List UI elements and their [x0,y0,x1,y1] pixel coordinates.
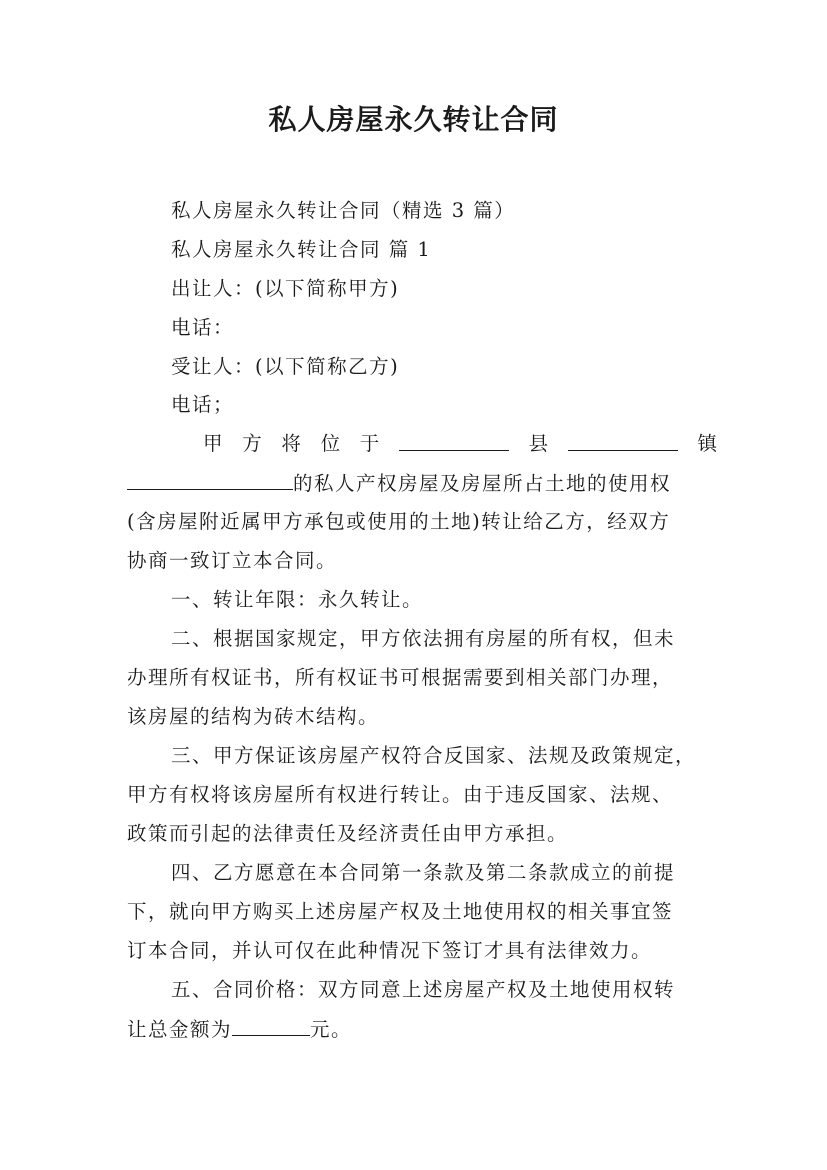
body-line: 该房屋的结构为砖木结构。 [127,705,380,728]
text-segment: 让总金额为 [127,1018,233,1041]
document-title: 私人房屋永久转让合同 [268,103,559,136]
body-line: (含房屋附近属甲方承包或使用的土地)转让给乙方，经双方 [127,510,671,533]
transferee-phone-line: 电话； [171,393,235,416]
clause-1: 一、转让年限：永久转让。 [171,588,424,611]
body-line: 下，就向甲方购买上述房屋产权及土地使用权的相关事宜签 [127,900,674,923]
clause-5: 五、合同价格：双方同意上述房屋产权及土地使用权转 [171,978,676,1001]
transferee-line: 受让人：(以下简称乙方) [171,355,400,378]
price-blank [232,1015,310,1036]
text-char: 方 [242,432,262,455]
text-char: 甲 [203,432,223,455]
subtitle-line: 私人房屋永久转让合同（精选 3 篇） [171,199,516,222]
body-line: 政策而引起的法律责任及经济责任由甲方承担。 [127,822,569,845]
text-char: 位 [320,432,341,455]
transferor-phone-line: 电话： [171,316,235,339]
body-line: 甲方有权将该房屋所有权进行转让。由于违反国家、法规、 [127,783,674,806]
property-description-line [127,469,717,498]
clause-3: 三、甲方保证该房屋产权符合反国家、法规及政策规定， [171,744,697,767]
text-char: 镇 [697,432,717,455]
body-line: 协商一致订立本合同。 [127,549,338,572]
section-heading: 私人房屋永久转让合同 篇 1 [171,238,432,261]
text-segment: 元。 [310,1018,353,1041]
body-line: 订本合同，并认可仅在此种情况下签订才具有法律效力。 [127,939,653,962]
body-line: 办理所有权证书，所有权证书可根据需要到相关部门办理， [127,666,674,689]
text-segment: 的私人产权房屋及房屋所占土地的使用权 [293,472,672,495]
town-blank [568,430,678,451]
county-blank [399,430,509,451]
transferor-line: 出让人：(以下简称甲方) [171,277,400,300]
text-char: 县 [528,432,549,455]
clause-2: 二、根据国家规定，甲方依法拥有房屋的所有权，但未 [171,627,676,650]
clause-4: 四、乙方愿意在本合同第一条款及第二条款成立的前提 [171,861,676,884]
price-line [127,1015,717,1044]
text-char: 于 [359,432,380,455]
village-blank [127,469,293,490]
property-location-line [127,430,717,458]
text-char: 将 [281,432,301,455]
